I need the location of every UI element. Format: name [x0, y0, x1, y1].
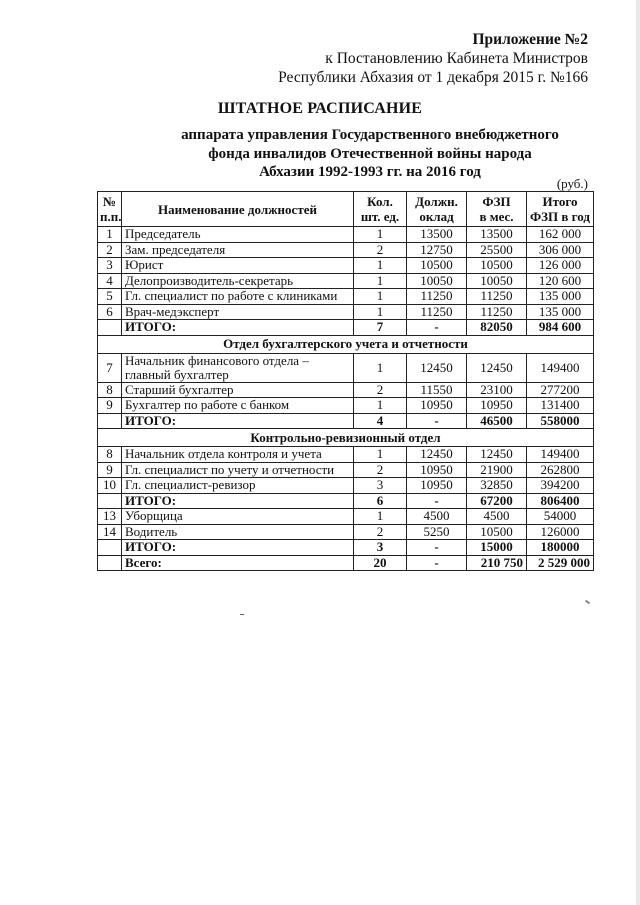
- section-header-row: [98, 429, 594, 447]
- table-row: 14 Водитель 2 5250 10500 126000: [98, 524, 594, 540]
- table-row: 5 Гл. специалист по работе с клиниками 1 11250 11250 135 000: [98, 289, 594, 305]
- document-subtitle: [170, 126, 570, 182]
- subtitle-line: фонда инвалидов Отечественной войны народа: [208, 145, 532, 162]
- scan-speck: [585, 600, 590, 605]
- table-row: 10 Гл. специалист-ревизор 3 10950 32850 394200: [98, 478, 594, 494]
- table-row: 9 Бухгалтер по работе с банком 1 10950 10950 131400: [98, 398, 594, 414]
- annex-date-line: Республики Абхазия от 1 декабря 2015 г. №166: [278, 69, 588, 86]
- annex-resolution-line: к Постановлению Кабинета Министров: [325, 50, 588, 67]
- section-header-row: [98, 335, 594, 353]
- table-row: 2 Зам. председателя 2 12750 25500 306 000: [98, 242, 594, 258]
- table-row: 4 Делопроизводитель-секретарь 1 10050 10050 120 600: [98, 273, 594, 289]
- header-yearly: Итого ФЗП в год: [527, 192, 594, 227]
- header-count: Кол. шт. ед.: [354, 192, 407, 227]
- subtotal-row: ИТОГО: 4 - 46500 558000: [98, 413, 594, 429]
- table-row: 1 Председатель 1 13500 13500 162 000: [98, 227, 594, 243]
- staff-table: [97, 191, 594, 571]
- annex-header: [278, 30, 588, 87]
- subtotal-row: ИТОГО: 7 - 82050 984 600: [98, 320, 594, 336]
- subtotal-row: ИТОГО: 3 - 15000 180000: [98, 540, 594, 556]
- header-salary: Должн. оклад: [407, 192, 467, 227]
- annex-number: Приложение №2: [472, 31, 588, 48]
- subtotal-row: ИТОГО: 6 - 67200 806400: [98, 493, 594, 509]
- table-row: 8 Начальник отдела контроля и учета 1 12450 12450 149400: [98, 447, 594, 463]
- table-row: 8 Старший бухгалтер 2 11550 23100 277200: [98, 382, 594, 398]
- header-monthly: ФЗП в мес.: [467, 192, 527, 227]
- table-row: 7 Начальник финансового отдела – главный бухгалтер 1 12450 12450 149400: [98, 353, 594, 382]
- table-row: 3 Юрист 1 10500 10500 126 000: [98, 258, 594, 274]
- scan-speck: [240, 614, 244, 615]
- page-edge: [636, 0, 640, 905]
- subtitle-line: аппарата управления Государственного внебюджетного: [181, 127, 559, 143]
- header-num: № п.п.: [98, 192, 122, 227]
- table-row: 6 Врач-медэксперт 1 11250 11250 135 000: [98, 304, 594, 320]
- header-name: Наименование должностей: [122, 192, 354, 227]
- section-title: Отдел бухгалтерского учета и отчетности: [98, 335, 594, 353]
- table-row: 9 Гл. специалист по учету и отчетности 2 10950 21900 262800: [98, 462, 594, 478]
- table-row: 13 Уборщица 1 4500 4500 54000: [98, 509, 594, 525]
- currency-unit: (руб.): [556, 176, 588, 191]
- table-header-row: [98, 192, 594, 227]
- document-title: ШТАТНОЕ РАСПИСАНИЕ: [217, 100, 423, 117]
- grand-total-row: Всего: 20 - 210 750 2 529 000: [98, 555, 594, 571]
- section-title: Контрольно-ревизионный отдел: [98, 429, 594, 447]
- subtitle-line: Абхазии 1992-1993 гг. на 2016 год: [259, 164, 481, 180]
